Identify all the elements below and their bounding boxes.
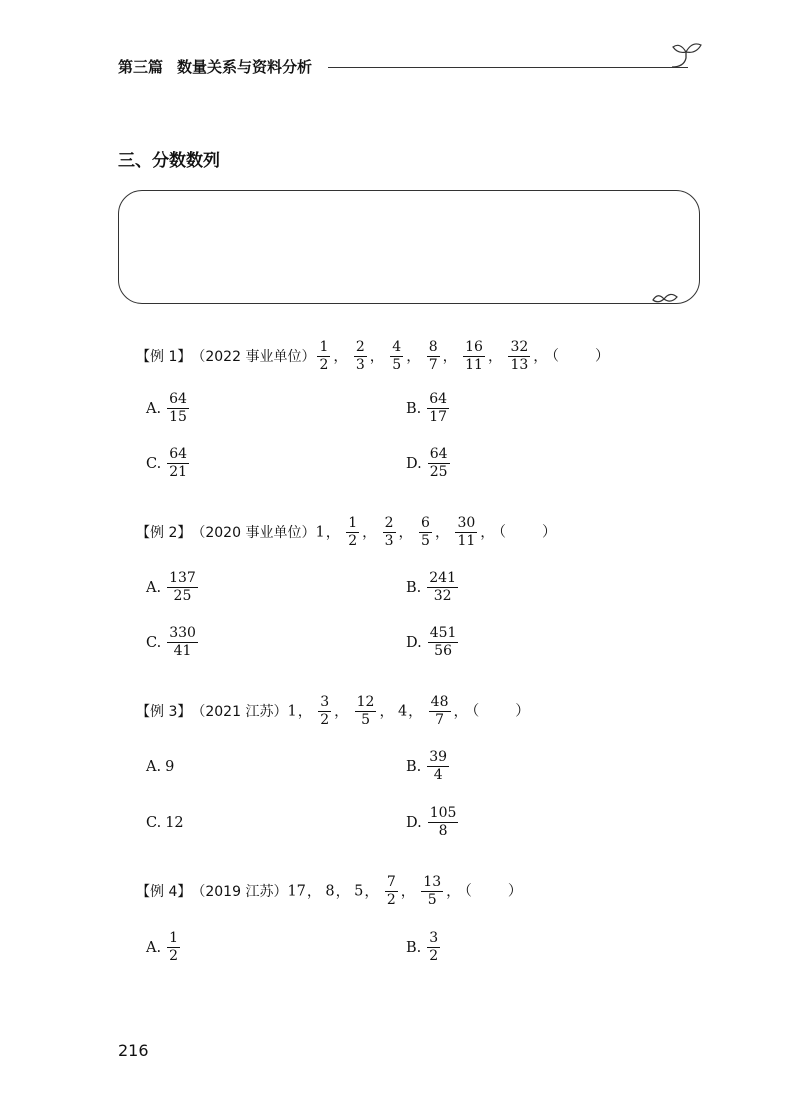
option-letter: C. — [146, 815, 162, 831]
integer-term: 9 — [165, 759, 175, 775]
option-letter: D. — [406, 634, 422, 651]
option-a — [146, 392, 191, 425]
comma: ， — [406, 348, 421, 365]
fraction — [455, 516, 477, 549]
option-c — [146, 626, 200, 659]
denominator: 17 — [429, 409, 448, 426]
numerator: 39 — [427, 750, 449, 767]
sprout-icon — [670, 38, 706, 74]
denominator: 2 — [348, 533, 358, 550]
option-d — [406, 447, 452, 480]
comma: ， — [325, 524, 341, 541]
integer-term: 8 — [325, 883, 335, 900]
answer-open: （ — [472, 703, 480, 720]
comma: ， — [434, 524, 450, 541]
comma: ， — [398, 524, 414, 541]
numerator: 137 — [167, 571, 198, 588]
numerator: 6 — [419, 516, 432, 533]
example-label: 【例 1】 — [136, 348, 192, 365]
numerator: 12 — [355, 695, 377, 712]
denominator: 32 — [433, 588, 452, 605]
denominator: 13 — [510, 357, 529, 374]
option-letter: A. — [146, 939, 162, 956]
denominator: 7 — [435, 712, 445, 729]
fraction — [419, 516, 432, 549]
comma: ， — [408, 703, 423, 720]
option-letter: B. — [406, 939, 422, 956]
denominator: 3 — [384, 533, 394, 550]
numerator: 64 — [427, 392, 449, 409]
denominator: 2 — [169, 948, 179, 965]
option-letter: C. — [146, 455, 162, 472]
fraction — [354, 340, 367, 373]
fraction — [346, 516, 359, 549]
denominator: 15 — [169, 409, 187, 426]
comma: ， — [379, 703, 394, 720]
option-letter: B. — [406, 579, 422, 596]
fraction — [383, 516, 396, 549]
fraction — [385, 875, 398, 908]
denominator: 8 — [438, 823, 448, 840]
fraction — [167, 626, 198, 659]
comma: ， — [453, 703, 468, 720]
option-letter: B. — [406, 400, 422, 417]
integer-term: 1 — [315, 524, 325, 541]
example-question — [136, 340, 610, 373]
comma: ， — [334, 703, 349, 720]
fraction — [428, 806, 459, 839]
option-c — [146, 447, 191, 480]
example-source: （2019 江苏） — [191, 883, 288, 900]
numerator: 1 — [346, 516, 359, 533]
comma: ， — [362, 524, 377, 541]
integer-term: 17 — [287, 883, 306, 900]
comma: ， — [487, 348, 503, 365]
option-d — [406, 626, 460, 659]
numerator: 3 — [427, 931, 440, 948]
example-question — [136, 516, 557, 549]
option-letter: D. — [406, 814, 422, 831]
example-question — [136, 695, 530, 728]
comma: ， — [400, 883, 416, 900]
option-letter: D. — [406, 455, 422, 472]
note-box — [118, 190, 700, 304]
option-b — [406, 750, 451, 783]
comma: ， — [533, 348, 548, 365]
comma: ， — [446, 883, 461, 900]
example-source: （2021 江苏） — [191, 703, 288, 720]
option-d — [406, 806, 460, 839]
numerator: 241 — [427, 571, 458, 588]
denominator: 5 — [392, 357, 402, 374]
number-sequence — [287, 695, 529, 728]
option-letter: A. — [146, 579, 162, 596]
answer-close: ） — [542, 524, 557, 541]
numerator: 3 — [318, 695, 331, 712]
denominator: 4 — [433, 767, 443, 784]
denominator: 25 — [429, 464, 448, 481]
numerator: 8 — [427, 340, 440, 357]
leaf-icon — [652, 290, 678, 306]
fraction — [317, 340, 330, 373]
option-b — [406, 392, 451, 425]
numerator: 2 — [383, 516, 396, 533]
fraction — [318, 695, 331, 728]
denominator: 2 — [319, 357, 329, 374]
option-b — [406, 571, 460, 604]
chapter-title: 数量关系与资料分析 — [177, 58, 313, 76]
option-letter: C. — [146, 634, 162, 651]
fraction — [508, 340, 530, 373]
comma: ， — [306, 883, 322, 900]
option-letter: B. — [406, 758, 422, 775]
denominator: 3 — [355, 357, 365, 374]
numerator: 2 — [354, 340, 367, 357]
fraction — [167, 571, 198, 604]
section-title: 三、分数数列 — [118, 151, 220, 171]
example-source: （2022 事业单位） — [191, 348, 316, 365]
comma: ， — [335, 883, 351, 900]
option-a — [146, 931, 182, 964]
number-sequence — [287, 875, 522, 908]
integer-term: 5 — [354, 883, 364, 900]
fraction — [390, 340, 403, 373]
answer-close: ） — [507, 883, 523, 900]
denominator: 2 — [386, 892, 396, 909]
example-label: 【例 2】 — [136, 524, 192, 541]
denominator: 11 — [465, 357, 483, 374]
answer-open: （ — [551, 348, 560, 365]
comma: ， — [369, 348, 385, 365]
numerator: 64 — [167, 447, 189, 464]
numerator: 64 — [428, 447, 450, 464]
fraction — [167, 392, 189, 425]
option-letter: A. — [146, 400, 162, 417]
fraction — [463, 340, 485, 373]
denominator: 41 — [173, 643, 192, 660]
option-b — [406, 931, 442, 964]
denominator: 7 — [428, 357, 438, 374]
header-rule — [328, 67, 688, 68]
denominator: 5 — [427, 892, 437, 909]
answer-close: ） — [515, 703, 530, 720]
option-c — [146, 815, 184, 831]
number-sequence — [315, 516, 556, 549]
fraction — [429, 695, 451, 728]
answer-close: ） — [595, 348, 610, 365]
numerator: 1 — [317, 340, 330, 357]
denominator: 5 — [361, 712, 370, 729]
example-question — [136, 875, 522, 908]
comma: ， — [442, 348, 458, 365]
numerator: 13 — [421, 875, 443, 892]
integer-term: 12 — [165, 815, 184, 831]
page-number: 216 — [118, 1041, 149, 1060]
example-source: （2020 事业单位） — [191, 524, 316, 541]
option-a — [146, 759, 174, 775]
numerator: 1 — [167, 931, 180, 948]
comma: ， — [297, 703, 313, 720]
fraction — [427, 340, 440, 373]
number-sequence — [315, 340, 609, 373]
numerator: 105 — [428, 806, 459, 823]
numerator: 330 — [167, 626, 198, 643]
integer-term: 1 — [287, 703, 297, 720]
fraction — [427, 750, 449, 783]
integer-term: 4 — [397, 703, 408, 720]
option-letter: A. — [146, 759, 162, 775]
comma: ， — [480, 524, 495, 541]
denominator: 2 — [320, 712, 330, 729]
numerator: 16 — [463, 340, 485, 357]
fraction — [428, 447, 450, 480]
numerator: 451 — [428, 626, 459, 643]
numerator: 4 — [390, 340, 403, 357]
fraction — [421, 875, 443, 908]
comma: ， — [333, 348, 348, 365]
comma: ， — [364, 883, 379, 900]
example-label: 【例 4】 — [136, 883, 192, 900]
denominator: 5 — [421, 533, 430, 550]
chapter-header — [118, 56, 312, 77]
numerator: 64 — [167, 392, 189, 409]
numerator: 48 — [429, 695, 451, 712]
fraction — [427, 392, 449, 425]
fraction — [427, 931, 440, 964]
numerator: 30 — [455, 516, 477, 533]
example-label: 【例 3】 — [136, 703, 192, 720]
part-label: 第三篇 — [118, 58, 164, 76]
fraction — [167, 447, 189, 480]
denominator: 21 — [169, 464, 188, 481]
fraction — [355, 695, 377, 728]
option-a — [146, 571, 200, 604]
numerator: 32 — [508, 340, 530, 357]
fraction — [167, 931, 180, 964]
answer-open: （ — [464, 883, 472, 900]
numerator: 7 — [385, 875, 398, 892]
fraction — [428, 626, 459, 659]
fraction — [427, 571, 458, 604]
answer-open: （ — [498, 524, 507, 541]
denominator: 2 — [429, 948, 439, 965]
denominator: 25 — [173, 588, 192, 605]
denominator: 56 — [434, 643, 452, 660]
denominator: 11 — [457, 533, 476, 550]
